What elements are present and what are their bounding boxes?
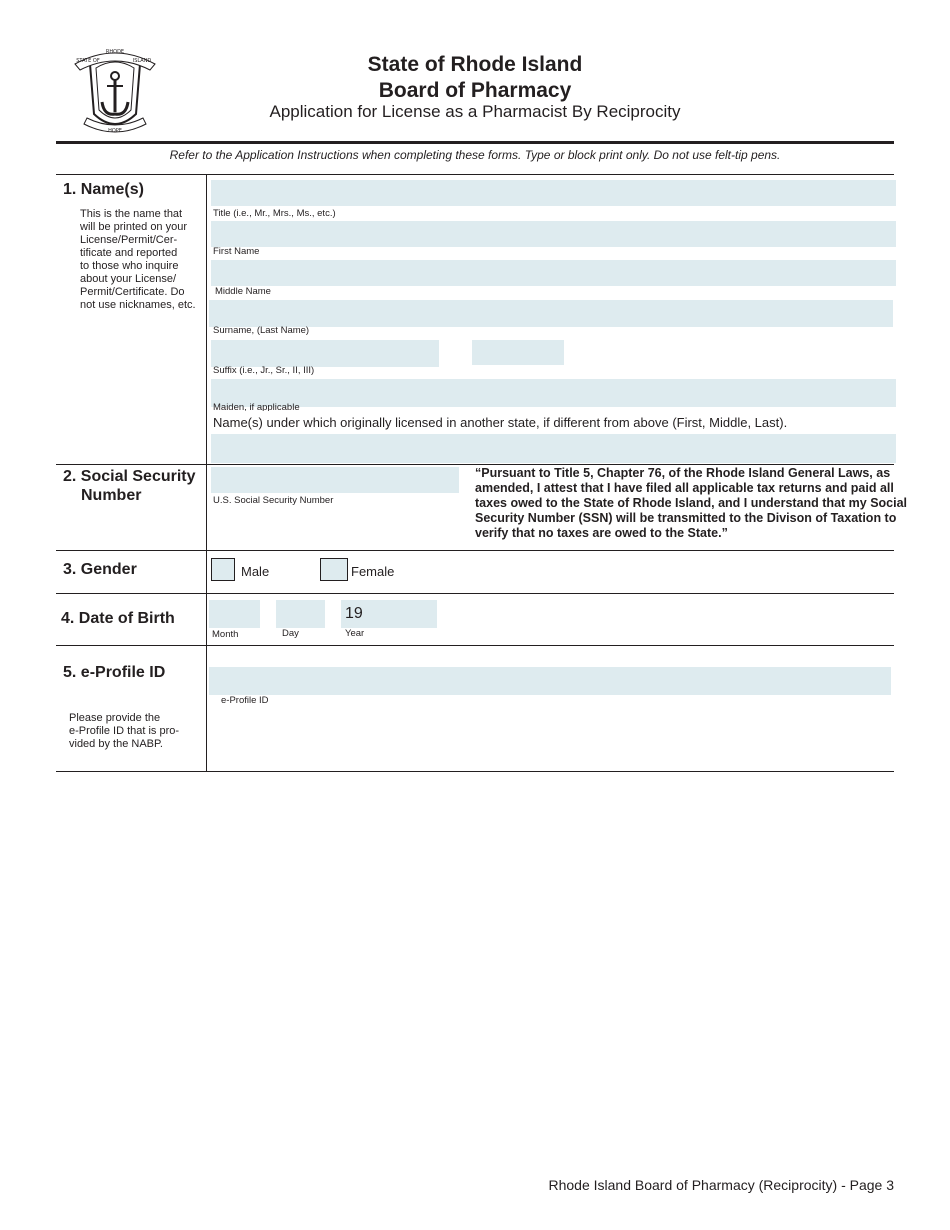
title-label: Title (i.e., Mr., Mrs., Ms., etc.)	[213, 208, 336, 219]
column-divider	[206, 174, 207, 771]
suffix-extra-field[interactable]	[472, 340, 564, 365]
suffix-label: Suffix (i.e., Jr., Sr., II, III)	[213, 365, 315, 376]
section-eprofile-title: 5. e-Profile ID	[63, 664, 166, 681]
male-label: Male	[241, 564, 270, 579]
original-name-label: Name(s) under which originally licensed in another state, if different from above (First, Middle, Last).	[213, 415, 788, 430]
divider	[56, 771, 894, 772]
surname-label: Surname, (Last Name)	[213, 325, 310, 336]
eprofile-id-field[interactable]	[209, 667, 891, 695]
first-name-label: First Name	[213, 246, 260, 257]
ssn-field[interactable]	[211, 467, 459, 493]
svg-text:RHODE: RHODE	[105, 49, 125, 55]
svg-text:ISLAND: ISLAND	[132, 58, 152, 64]
middle-name-label: Middle Name	[215, 286, 271, 297]
tax-attestation-text: “Pursuant to Title 5, Chapter 76, of the Rhode Island General Laws, as amended, I attest that I have filed all applicable tax returns and paid all taxes owed to the State of Rhode Island, and I understand that my Social Security Number (SSN) will be transmitted to the Divison of Taxation to verify that no taxes are owed to the State.”	[475, 466, 908, 540]
maiden-name-field[interactable]	[211, 379, 896, 407]
header-rule	[56, 141, 894, 144]
original-name-field[interactable]	[211, 434, 896, 463]
divider	[56, 550, 894, 551]
eprofile-note: Please provide the e-Profile ID that is pro- vided by the NABP.	[69, 712, 180, 750]
divider	[56, 645, 894, 646]
section-gender-title: 3. Gender	[63, 561, 137, 578]
divider	[56, 174, 894, 175]
form-title: Application for License as a Pharmacist By Reciprocity	[269, 102, 681, 121]
page-subtitle-board: Board of Pharmacy	[378, 79, 572, 102]
first-name-field[interactable]	[211, 221, 896, 247]
surname-field[interactable]	[209, 300, 893, 327]
state-seal-logo	[70, 44, 160, 136]
birth-year-field[interactable]	[341, 600, 437, 628]
ssn-label: U.S. Social Security Number	[213, 495, 334, 506]
instructions-text: Refer to the Application Instructions when completing these forms. Type or block print only. Do not use felt-tip pens.	[169, 148, 781, 162]
section-dob-title: 4. Date of Birth	[61, 610, 175, 627]
day-label: Day	[282, 628, 299, 639]
names-note: This is the name that will be printed on your License/Permit/Cer- tificate and reported to those who inquire about your License/ Permit/Certificate. Do not use nicknames, etc.	[80, 208, 196, 311]
birth-day-field[interactable]	[276, 600, 325, 628]
svg-text:HOPE: HOPE	[108, 128, 122, 134]
middle-name-field[interactable]	[211, 260, 896, 286]
page-title: State of Rhode Island	[367, 53, 583, 76]
page-footer: Rhode Island Board of Pharmacy (Reciprocity) - Page 3	[548, 1177, 894, 1193]
year-prefix: 19	[345, 605, 363, 622]
birth-month-field[interactable]	[209, 600, 260, 628]
year-label: Year	[345, 628, 365, 639]
section-names-title: 1. Name(s)	[63, 181, 144, 198]
divider	[56, 464, 894, 465]
maiden-name-label: Maiden, if applicable	[213, 403, 300, 411]
month-label: Month	[212, 629, 239, 640]
female-checkbox[interactable]	[320, 558, 348, 581]
section-ssn-title-line2: Number	[81, 487, 142, 504]
eprofile-id-label: e-Profile ID	[221, 695, 269, 706]
suffix-field[interactable]	[211, 340, 439, 367]
divider	[56, 593, 894, 594]
female-label: Female	[351, 564, 395, 579]
male-checkbox[interactable]	[211, 558, 235, 581]
title-field[interactable]	[211, 180, 896, 206]
section-ssn-title: 2. Social Security	[63, 468, 196, 485]
svg-text:STATE OF: STATE OF	[76, 58, 100, 64]
